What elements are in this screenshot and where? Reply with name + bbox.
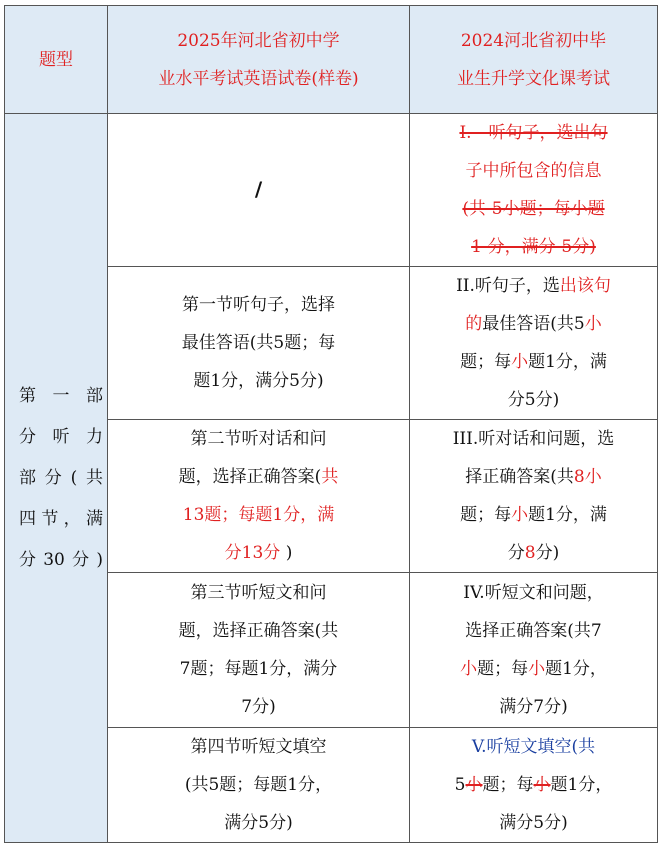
header-2025: 2025年河北省初中学 业水平考试英语试卷(样卷) xyxy=(108,6,410,114)
row5-2024: V.听短文填空(共 5小题；每小题1分， 满分5分) xyxy=(410,728,658,843)
section-label-cell xyxy=(5,114,108,843)
row4-2024: IV.听短文和问题， 选择正确答案(共7 小题；每小题1分， 满分7分) xyxy=(410,573,658,728)
row2-2024: II.听句子，选出该句 的最佳答语(共5小 题；每小题1分，满 分5分) xyxy=(410,267,658,420)
header-row xyxy=(5,6,658,114)
header-2024: 2024河北省初中毕 业生升学文化课考试 xyxy=(410,6,658,114)
comparison-table xyxy=(4,5,658,843)
header-type: 题型 xyxy=(5,6,108,114)
section-label: 第 一 部 分 听 力 部分(共 四节，满 分30分) xyxy=(19,385,103,570)
row3-2024: III.听对话和问题，选 择正确答案(共8小 题；每小题1分，满 分8分) xyxy=(410,420,658,573)
table-row xyxy=(5,114,658,267)
row4-2025: 第三节听短文和问 题，选择正确答案(共 7题；每题1分，满分 7分) xyxy=(108,573,410,728)
row2-2025: 第一节听句子，选择 最佳答语(共5题；每 题1分，满分5分) xyxy=(108,267,410,420)
row5-2025: 第四节听短文填空 (共5题；每题1分， 满分5分) xyxy=(108,728,410,843)
row1-2024: I.—听句子，选出句 子中所包含的信息 (共-5小题；每小题 1-分，满分-5分) xyxy=(410,114,658,267)
row1-2025: / xyxy=(108,114,410,267)
row3-2025: 第二节听对话和问 题，选择正确答案(共 13题；每题1分，满 分13分 ) xyxy=(108,420,410,573)
